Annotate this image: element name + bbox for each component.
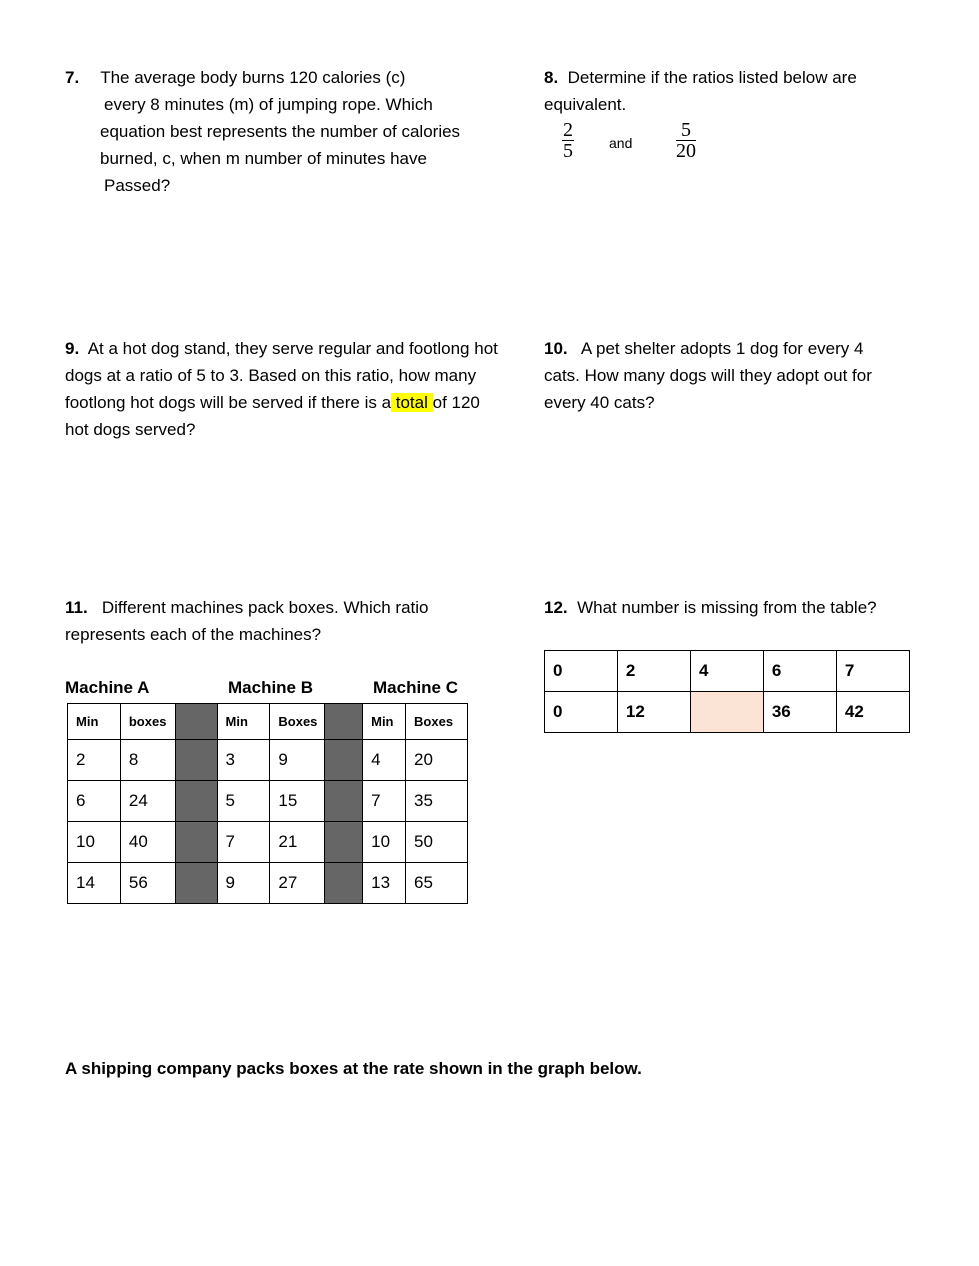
table-cell: 7 — [217, 822, 270, 863]
divider-cell — [325, 822, 363, 863]
q7-line: every 8 minutes (m) of jumping rope. Which — [104, 95, 433, 114]
highlight-total: total — [391, 393, 433, 412]
header-cell: Min — [363, 704, 406, 740]
table-row — [68, 740, 468, 781]
table-cell: 36 — [763, 692, 836, 733]
table-cell: 24 — [120, 781, 175, 822]
fraction-2-5: $\frac{2}{5}$ — [563, 119, 573, 162]
table-cell: 15 — [270, 781, 325, 822]
table-cell: 8 — [120, 740, 175, 781]
machine-a-label: Machine A — [65, 678, 150, 697]
table-cell: 4 — [363, 740, 406, 781]
table-row — [68, 863, 468, 904]
table-row — [545, 692, 910, 733]
table-cell: 50 — [406, 822, 468, 863]
table-row — [68, 822, 468, 863]
table-cell: 9 — [217, 863, 270, 904]
table-cell: 2 — [68, 740, 121, 781]
table-cell: 3 — [217, 740, 270, 781]
divider-cell — [175, 781, 217, 822]
table-cell: 14 — [68, 863, 121, 904]
q7-line: equation best represents the number of calories — [100, 122, 461, 141]
table-cell: 35 — [406, 781, 468, 822]
table-cell: 2 — [617, 651, 690, 692]
question-12: 12. What number is missing from the table? — [544, 598, 877, 617]
machine-c-label: Machine C — [373, 678, 459, 697]
header-cell: Min — [68, 704, 121, 740]
machine-b-label: Machine B — [228, 678, 314, 697]
header-cell: Boxes — [406, 704, 468, 740]
q8-number: 8. — [544, 68, 559, 87]
q12-number: 12. — [544, 598, 568, 617]
q7-line: Passed? — [104, 176, 171, 195]
q7-line: The average body burns 120 calories (c) — [100, 68, 406, 87]
header-cell: boxes — [120, 704, 175, 740]
question-10: 10. A pet shelter adopts 1 dog for every 4 cats. How many dogs will they adopt out for every 40 cats? — [544, 339, 872, 412]
table-cell: 42 — [836, 692, 909, 733]
q9-number: 9. — [65, 339, 80, 358]
table-cell: 12 — [617, 692, 690, 733]
table-cell: 40 — [120, 822, 175, 863]
question-11: 11. Different machines pack boxes. Which ratio represents each of the machines? — [65, 598, 429, 644]
table-cell: 20 — [406, 740, 468, 781]
table-cell: 7 — [836, 651, 909, 692]
table-cell: 0 — [545, 651, 618, 692]
table-cell: 6 — [68, 781, 121, 822]
missing-cell — [690, 692, 763, 733]
divider-cell — [325, 863, 363, 904]
fraction-5-20: $\frac{5}{20}$ — [676, 119, 696, 162]
q8-line: equivalent. — [544, 95, 627, 114]
table-row — [68, 781, 468, 822]
table-cell: 7 — [363, 781, 406, 822]
q11-number: 11. — [65, 598, 88, 617]
divider-cell — [175, 740, 217, 781]
header-cell: Min — [217, 704, 270, 740]
q10-number: 10. — [544, 339, 568, 358]
question-9: 9. At a hot dog stand, they serve regular and footlong hot dogs at a ratio of 5 to 3. Based on this ratio, how many footlong hot dogs will be served if there is a total of 120 hot dogs served? — [65, 339, 498, 439]
q7-number: 7. — [65, 68, 80, 87]
machines-table — [67, 703, 468, 904]
missing-number-table — [544, 650, 910, 733]
table-cell: 5 — [217, 781, 270, 822]
q8-connector: and — [609, 135, 633, 151]
divider-cell — [325, 781, 363, 822]
question-8 — [544, 64, 944, 118]
question-7 — [65, 64, 525, 199]
table-cell: 27 — [270, 863, 325, 904]
table-cell: 10 — [363, 822, 406, 863]
table-cell: 21 — [270, 822, 325, 863]
divider-cell — [175, 704, 217, 740]
table-cell: 4 — [690, 651, 763, 692]
divider-cell — [175, 863, 217, 904]
graph-intro-text: A shipping company packs boxes at the rate shown in the graph below. — [65, 1059, 642, 1078]
q7-line: burned, c, when m number of minutes have — [100, 149, 427, 168]
table-cell: 56 — [120, 863, 175, 904]
table-cell: 13 — [363, 863, 406, 904]
table-cell: 9 — [270, 740, 325, 781]
table-cell: 10 — [68, 822, 121, 863]
table-cell: 6 — [763, 651, 836, 692]
header-cell: Boxes — [270, 704, 325, 740]
divider-cell — [175, 822, 217, 863]
divider-cell — [325, 740, 363, 781]
table-row — [545, 651, 910, 692]
table-cell: 0 — [545, 692, 618, 733]
q8-line: Determine if the ratios listed below are — [567, 68, 857, 87]
table-cell: 65 — [406, 863, 468, 904]
table-header-row — [68, 704, 468, 740]
divider-cell — [325, 704, 363, 740]
